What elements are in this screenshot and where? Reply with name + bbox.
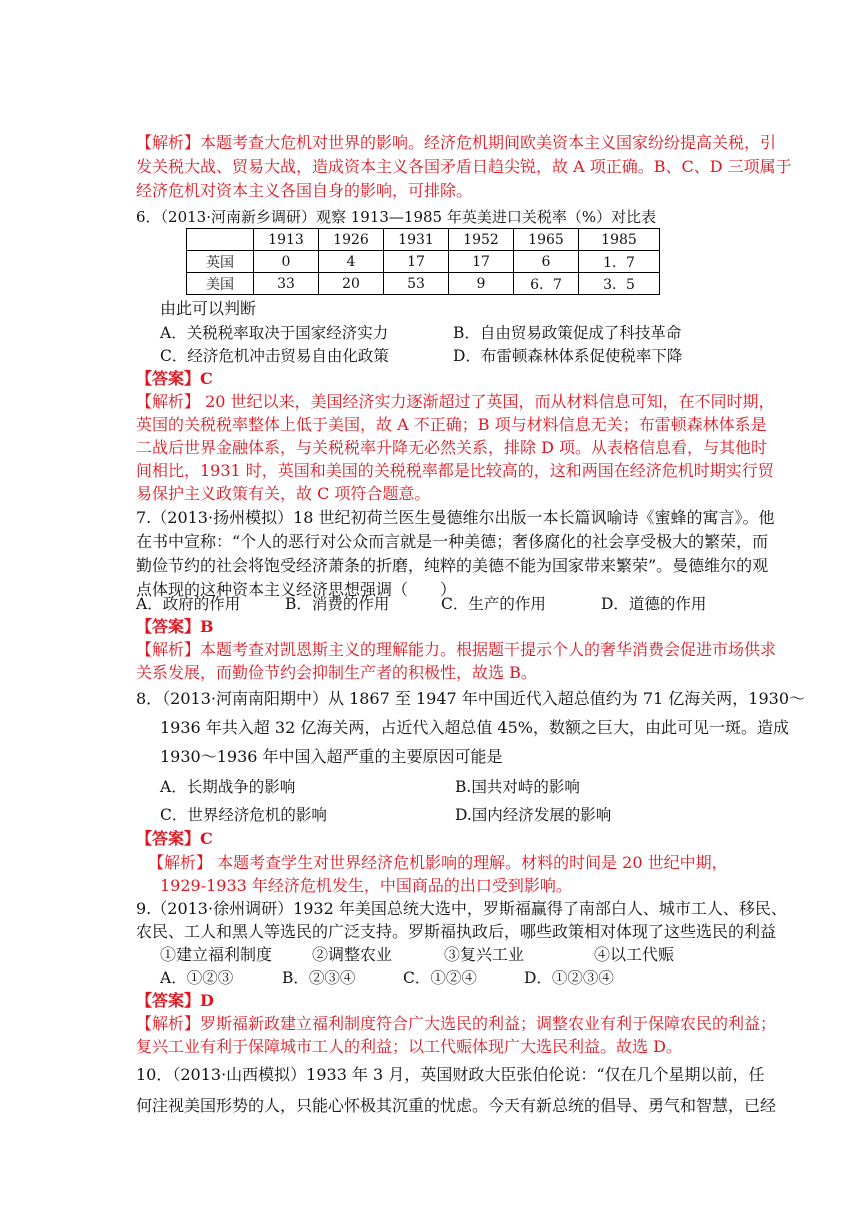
q5-analysis-line-1: 【解析】本题考查大危机对世界的影响。经济危机期间欧美资本主义国家纷纷提高关税，引: [136, 133, 777, 152]
q10-stem-line-2: 何注视美国形势的人，只能心怀极其沉重的忧虑。今天有新总统的倡导、勇气和智慧，已经: [136, 1096, 777, 1115]
table-cell: 1965: [514, 229, 579, 251]
q9-item-4: ④以工代赈: [594, 945, 675, 964]
table-cell: 1931: [384, 229, 449, 251]
q7-analysis-line-1: 【解析】本题考查对凯恩斯主义的理解能力。根据题干提示个人的奢华消费会促进市场供求: [136, 640, 777, 659]
q8-answer: 【答案】C: [136, 829, 213, 848]
table-cell: 1926: [319, 229, 384, 251]
q7-stem-line-4: 点体现的这种资本主义经济思想强调（ ）: [136, 580, 457, 599]
q5-analysis-line-3: 经济危机对资本主义各国自身的影响，可排除。: [136, 181, 473, 200]
table-cell: 0: [254, 251, 319, 273]
table-cell: 1．7: [579, 251, 660, 273]
table-cell: 3．5: [579, 273, 660, 295]
q6-analysis-line-3: 二战后世界金融体系，与关税税率升降无必然关系，排除 D 项。从表格信息看，与其他时: [136, 438, 768, 457]
table-cell: 1913: [254, 229, 319, 251]
q9-option-b: B．②③④: [282, 969, 356, 987]
table-cell: 4: [319, 251, 384, 273]
table-header-row: [187, 229, 660, 251]
table-cell: 6: [514, 251, 579, 273]
q6-analysis-line-1: 【解析】 20 世纪以来，美国经济实力逐渐超过了英国，而从材料信息可知，在不同时期，: [136, 392, 775, 411]
q6-after-table: 由此可以判断: [160, 299, 257, 318]
table-cell: 1952: [449, 229, 514, 251]
table-cell: 17: [449, 251, 514, 273]
q8-option-c: C．世界经济危机的影响: [160, 806, 327, 824]
q5-analysis-line-2: 发关税大战、贸易大战，造成资本主义各国矛盾日趋尖锐，故 A 项正确。B、C、D 三项属于: [136, 157, 792, 176]
q7-stem-line-3: 勤俭节约的社会将饱受经济萧条的折磨，纯粹的美德不能为国家带来繁荣”。曼德维尔的观: [136, 556, 769, 575]
q7-option-a: A．政府的作用: [136, 595, 241, 613]
q9-option-d: D．①②③④: [524, 969, 614, 987]
q7-option-d: D．道德的作用: [601, 595, 707, 613]
table-row: [187, 273, 660, 295]
q6-option-c: C．经济危机冲击贸易自由化政策: [160, 347, 389, 365]
q8-stem-line-3: 1930～1936 年中国入超严重的主要原因可能是: [160, 747, 503, 766]
table-cell: 英国: [187, 251, 254, 273]
q7-stem-line-2: 在书中宣称：“个人的恶行对公众而言就是一种美德；奢侈腐化的社会享受极大的繁荣，而: [136, 532, 769, 551]
table-cell: 20: [319, 273, 384, 295]
table-row: [187, 251, 660, 273]
q8-analysis-line-2: 1929-1933 年经济危机发生，中国商品的出口受到影响。: [160, 876, 572, 895]
q8-stem-line-2: 1936 年共入超 32 亿海关两，占近代入超总值 45%，数额之巨大，由此可见一斑。造成: [160, 718, 789, 737]
q8-option-b: B.国共对峙的影响: [455, 778, 580, 796]
q8-option-a: A．长期战争的影响: [160, 778, 296, 796]
q6-option-d: D．布雷顿森林体系促使税率下降: [453, 347, 683, 365]
table-cell: 6．7: [514, 273, 579, 295]
q10-stem-line-1: 10．（2013·山西模拟）1933 年 3 月，英国财政大臣张伯伦说：“仅在几个星期以前，任: [136, 1065, 765, 1084]
q8-option-d: D.国内经济发展的影响: [455, 806, 612, 824]
q8-analysis-line-1: 【解析】 本题考查学生对世界经济危机影响的理解。材料的时间是 20 世纪中期，: [148, 853, 728, 872]
table-cell: [187, 229, 254, 251]
q9-item-2: ②调整农业: [312, 945, 393, 964]
q7-option-c: C．生产的作用: [441, 595, 546, 613]
table-cell: 9: [449, 273, 514, 295]
q6-stem: 6．（2013·河南新乡调研）观察 1913—1985 年英美进口关税率（%）对比表: [136, 208, 657, 226]
q6-analysis-line-4: 间相比，1931 时，英国和美国的关税税率都是比较高的，这和两国在经济危机时期实行贸: [136, 461, 774, 480]
tariff-table: [186, 228, 660, 295]
q7-answer: 【答案】B: [136, 617, 214, 636]
q7-stem-line-1: 7.（2013·扬州模拟）18 世纪初荷兰医生曼德维尔出版一本长篇讽喻诗《蜜蜂的寓言》。他: [136, 508, 775, 527]
table-cell: 53: [384, 273, 449, 295]
table-cell: 美国: [187, 273, 254, 295]
q9-option-a: A．①②③: [160, 969, 234, 987]
q8-stem-line-1: 8．（2013·河南南阳期中）从 1867 至 1947 年中国近代入超总值约为 71 亿海关两，1930～: [136, 689, 806, 708]
q7-option-b: B．消费的作用: [285, 595, 390, 613]
q6-analysis-line-5: 易保护主义政策有关，故 C 项符合题意。: [136, 484, 431, 503]
q9-analysis-line-1: 【解析】罗斯福新政建立福利制度符合广大选民的利益；调整农业有利于保障农民的利益；: [136, 1014, 777, 1033]
table-cell: 33: [254, 273, 319, 295]
q9-stem-line-2: 农民、工人和黑人等选民的广泛支持。罗斯福执政后，哪些政策相对体现了这些选民的利益: [136, 922, 777, 941]
table-cell: 17: [384, 251, 449, 273]
q7-analysis-line-2: 关系发展，而勤俭节约会抑制生产者的积极性，故选 B。: [136, 663, 537, 682]
q9-option-c: C．①②④: [403, 969, 477, 987]
q6-analysis-line-2: 英国的关税税率整体上低于美国，故 A 不正确；B 项与材料信息无关；布雷顿森林体系是: [136, 415, 767, 434]
q6-option-b: B．自由贸易政策促成了科技革命: [453, 324, 682, 342]
q9-item-3: ③复兴工业: [444, 945, 525, 964]
q6-answer: 【答案】C: [136, 369, 213, 388]
q9-answer: 【答案】D: [136, 991, 214, 1010]
q6-option-a: A．关税税率取决于国家经济实力: [160, 324, 389, 342]
table-cell: 1985: [579, 229, 660, 251]
q9-stem-line-1: 9.（2013·徐州调研）1932 年美国总统大选中，罗斯福赢得了南部白人、城市工人、移民、: [136, 899, 787, 918]
q9-item-1: ①建立福利制度: [160, 945, 273, 964]
q9-analysis-line-2: 复兴工业有利于保障城市工人的利益；以工代赈体现广大选民利益。故选 D。: [136, 1037, 682, 1056]
